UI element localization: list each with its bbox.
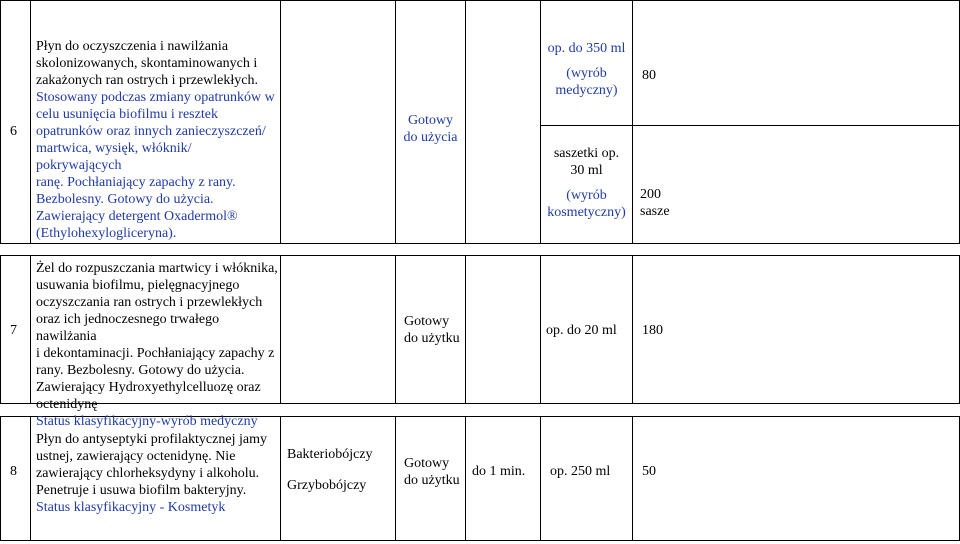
table-border-bottom [0, 540, 960, 541]
row-number: 7 [10, 323, 17, 338]
row-separator [0, 243, 960, 244]
form-line: do użytku [404, 331, 460, 346]
description-line: oraz ich jednoczesnego trwałego nawilżania [36, 312, 220, 344]
product-form [396, 112, 465, 146]
packaging: op. 250 ml [550, 464, 611, 479]
description-line: octenidynę [36, 397, 98, 412]
product-form [404, 455, 465, 489]
description-line: Bezbolesny. Gotowy do użycia. [36, 192, 214, 207]
form-line: do użycia [403, 130, 458, 145]
packaging-line: (wyrób [566, 66, 607, 81]
column-border [632, 0, 633, 243]
description-line: usuwania biofilmu, pielęgnacyjnego [36, 278, 240, 293]
packaging-primary [541, 40, 632, 99]
column-border [0, 0, 1, 243]
column-border [0, 416, 1, 540]
description-line: Status klasyfikacyjny-wyrób medyczny [36, 414, 258, 429]
column-border [30, 0, 31, 243]
description-line: Stosowany podczas zmiany opatrunków w [36, 90, 275, 105]
column-border [395, 416, 396, 540]
description-line: Status klasyfikacyjny - Kosmetyk [36, 500, 226, 515]
column-border [0, 255, 1, 403]
description-line: zakażonych ran ostrych i przewlekłych. [36, 73, 258, 88]
description-line: ustnej, zawierający octenidynę. Nie [36, 449, 236, 464]
description-line: Żel do rozpuszczania martwicy i włóknika, [36, 261, 278, 276]
column-border [632, 255, 633, 403]
product-form [404, 313, 465, 347]
column-border [30, 255, 31, 403]
packaging-line: medyczny) [555, 83, 618, 98]
form-line: Gotowy [407, 113, 454, 128]
column-border [280, 0, 281, 243]
column-border [465, 0, 466, 243]
action-line: Grzybobójczy [287, 478, 367, 493]
row-separator [0, 255, 960, 256]
description-line: Zawierający detergent Oxadermol® [36, 209, 238, 224]
description-line: Zawierający Hydroxyethylcelluozę oraz [36, 380, 261, 395]
form-line: Gotowy [404, 314, 450, 329]
quantity: 80 [642, 68, 656, 83]
description-line: zawierający chlorheksydyny i alkoholu. [36, 466, 260, 481]
product-action [287, 446, 395, 494]
column-border [465, 416, 466, 540]
description-line: skolonizowanych, skontaminowanych i [36, 56, 258, 71]
packaging-line: 30 ml [570, 163, 603, 178]
description-line: oczyszczania ran ostrych i przewlekłych [36, 295, 263, 310]
description-line: opatrunków oraz innych zanieczyszczeń/ [36, 124, 266, 139]
description-line: celu usunięcia biofilmu i resztek [36, 107, 218, 122]
product-description [36, 431, 280, 516]
column-border [632, 416, 633, 540]
form-line: Gotowy [404, 456, 450, 471]
row-number: 6 [10, 124, 17, 139]
column-border [465, 255, 466, 403]
packaging-line: kosmetyczny) [547, 205, 626, 220]
quantity-line: sasze [640, 204, 670, 219]
row-number: 8 [10, 464, 17, 479]
column-border [395, 255, 396, 403]
packaging-line: saszetki op. [553, 146, 620, 161]
quantity: 180 [642, 323, 663, 338]
column-border [30, 416, 31, 540]
column-border [280, 416, 281, 540]
cell-separator [632, 125, 959, 126]
column-border [280, 255, 281, 403]
description-line: Płyn do antyseptyki profilaktycznej jamy [36, 432, 267, 447]
quantity: 50 [642, 464, 656, 479]
product-description [36, 260, 280, 430]
table-border-top [0, 0, 960, 1]
product-description [36, 38, 278, 242]
form-line: do użytku [404, 473, 460, 488]
packaging: op. do 20 ml [546, 323, 617, 338]
description-line: (Ethylohexylogliceryna). [36, 226, 177, 241]
packaging-line: (wyrób [566, 188, 607, 203]
description-line: ranę. Pochłaniający zapachy z rany. [36, 175, 236, 190]
action-line: Bakteriobójczy [287, 447, 373, 462]
column-border [540, 255, 541, 403]
cell-separator [540, 125, 632, 126]
description-line: martwica, wysięk, włóknik/ pokrywających [36, 141, 192, 173]
quantity-line: 200 [640, 187, 661, 202]
description-line: Płyn do oczyszczenia i nawilżania [36, 39, 229, 54]
description-line: rany. Bezbolesny. Gotowy do użycia. [36, 363, 245, 378]
description-line: i dekontaminacji. Pochłaniający zapachy z [36, 346, 275, 361]
column-border [540, 416, 541, 540]
packaging-line: op. do 350 ml [547, 41, 626, 56]
description-line: Penetruje i usuwa biofilm bakteryjny. [36, 483, 247, 498]
packaging-secondary [541, 145, 632, 221]
quantity [640, 186, 670, 220]
exposure-time: do 1 min. [472, 464, 526, 479]
